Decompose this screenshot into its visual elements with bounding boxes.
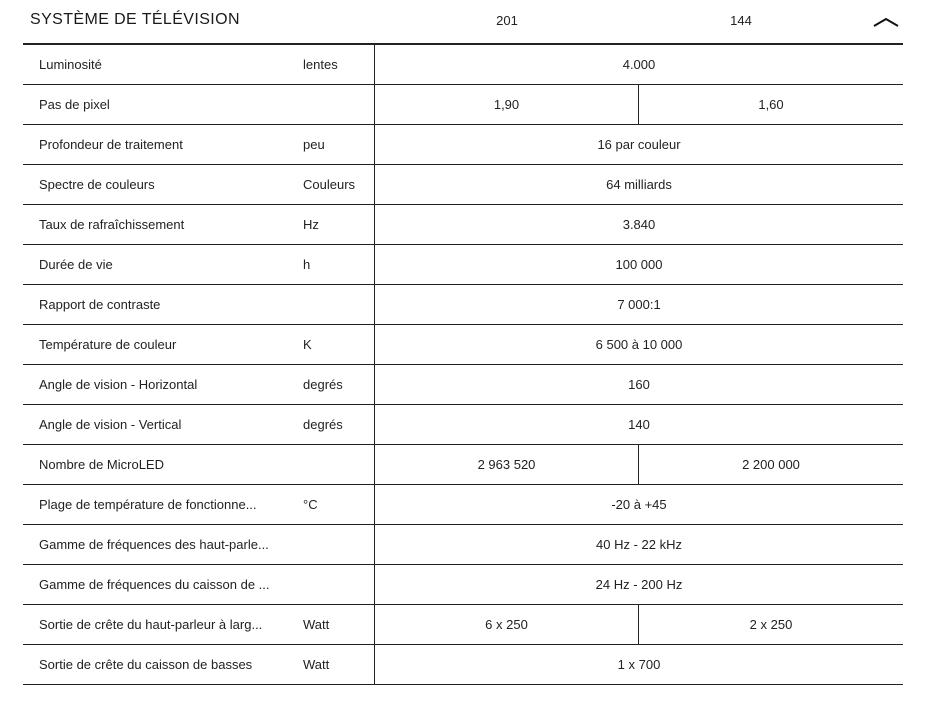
model-a-heading: 201 [496,13,518,28]
section-title: SYSTÈME DE TÉLÉVISION [30,11,240,28]
row-value-model-a: 6 x 250 [485,617,528,632]
row-label: Spectre de couleurs [39,177,155,192]
table-row [23,245,903,285]
row-label: Rapport de contraste [39,297,161,312]
table-row [23,525,903,565]
row-value-model-b: 2 200 000 [742,457,800,472]
row-label: Angle de vision - Vertical [39,417,182,432]
table-row [23,125,903,165]
row-unit: lentes [303,57,338,72]
table-row [23,165,903,205]
row-value: 4.000 [622,57,656,72]
row-unit: degrés [303,417,343,432]
row-value: 3.840 [622,217,656,232]
row-value: -20 à +45 [611,497,667,512]
row-unit: peu [303,137,325,152]
table-row [23,405,903,445]
row-label: Profondeur de traitement [39,137,183,152]
row-value: 16 par couleur [597,137,681,152]
table-row [23,645,903,685]
row-label: Luminosité [39,57,102,72]
table-row [23,485,903,525]
row-value: 7 000:1 [617,297,661,312]
row-value: 140 [628,417,650,432]
table-row [23,365,903,405]
table-row [23,325,903,365]
spec-rows [23,45,903,685]
row-unit: Hz [303,217,319,232]
row-label: Sortie de crête du caisson de basses [39,657,253,672]
row-label: Pas de pixel [39,97,110,112]
table-row [23,85,903,125]
row-unit: °C [303,497,318,512]
row-label: Angle de vision - Horizontal [39,377,198,392]
row-value: 64 milliards [606,177,672,192]
row-unit: degrés [303,377,343,392]
table-row [23,605,903,645]
row-value: 6 500 à 10 000 [595,337,683,352]
row-label: Taux de rafraîchissement [39,217,185,232]
row-label: Gamme de fréquences du caisson de ... [39,577,270,592]
row-unit: Couleurs [303,177,356,192]
row-unit: h [303,257,311,272]
row-label: Sortie de crête du haut-parleur à larg... [39,617,263,632]
row-unit: Watt [303,617,330,632]
row-label: Plage de température de fonctionne... [39,497,257,512]
row-unit: Watt [303,657,330,672]
row-label: Température de couleur [39,337,177,352]
row-value-model-a: 1,90 [493,97,520,112]
table-row [23,285,903,325]
row-value: 40 Hz - 22 kHz [596,537,682,552]
table-row [23,565,903,605]
row-label: Durée de vie [39,257,113,272]
row-value-model-a: 2 963 520 [477,457,536,472]
spec-table [23,0,903,685]
row-unit: K [303,337,312,352]
table-row [23,45,903,85]
row-value-model-b: 2 x 250 [749,617,793,632]
table-row [23,205,903,245]
row-value: 1 x 700 [617,657,661,672]
section-header[interactable] [23,0,903,45]
row-label: Gamme de fréquences des haut-parle... [39,537,269,552]
table-row [23,445,903,485]
row-value: 24 Hz - 200 Hz [595,577,683,592]
row-value: 160 [628,377,650,392]
row-value-model-b: 1,60 [758,97,784,112]
row-label: Nombre de MicroLED [39,457,164,472]
row-value: 100 000 [615,257,663,272]
chevron-up-icon[interactable] [869,8,903,36]
model-b-heading: 144 [730,13,752,28]
